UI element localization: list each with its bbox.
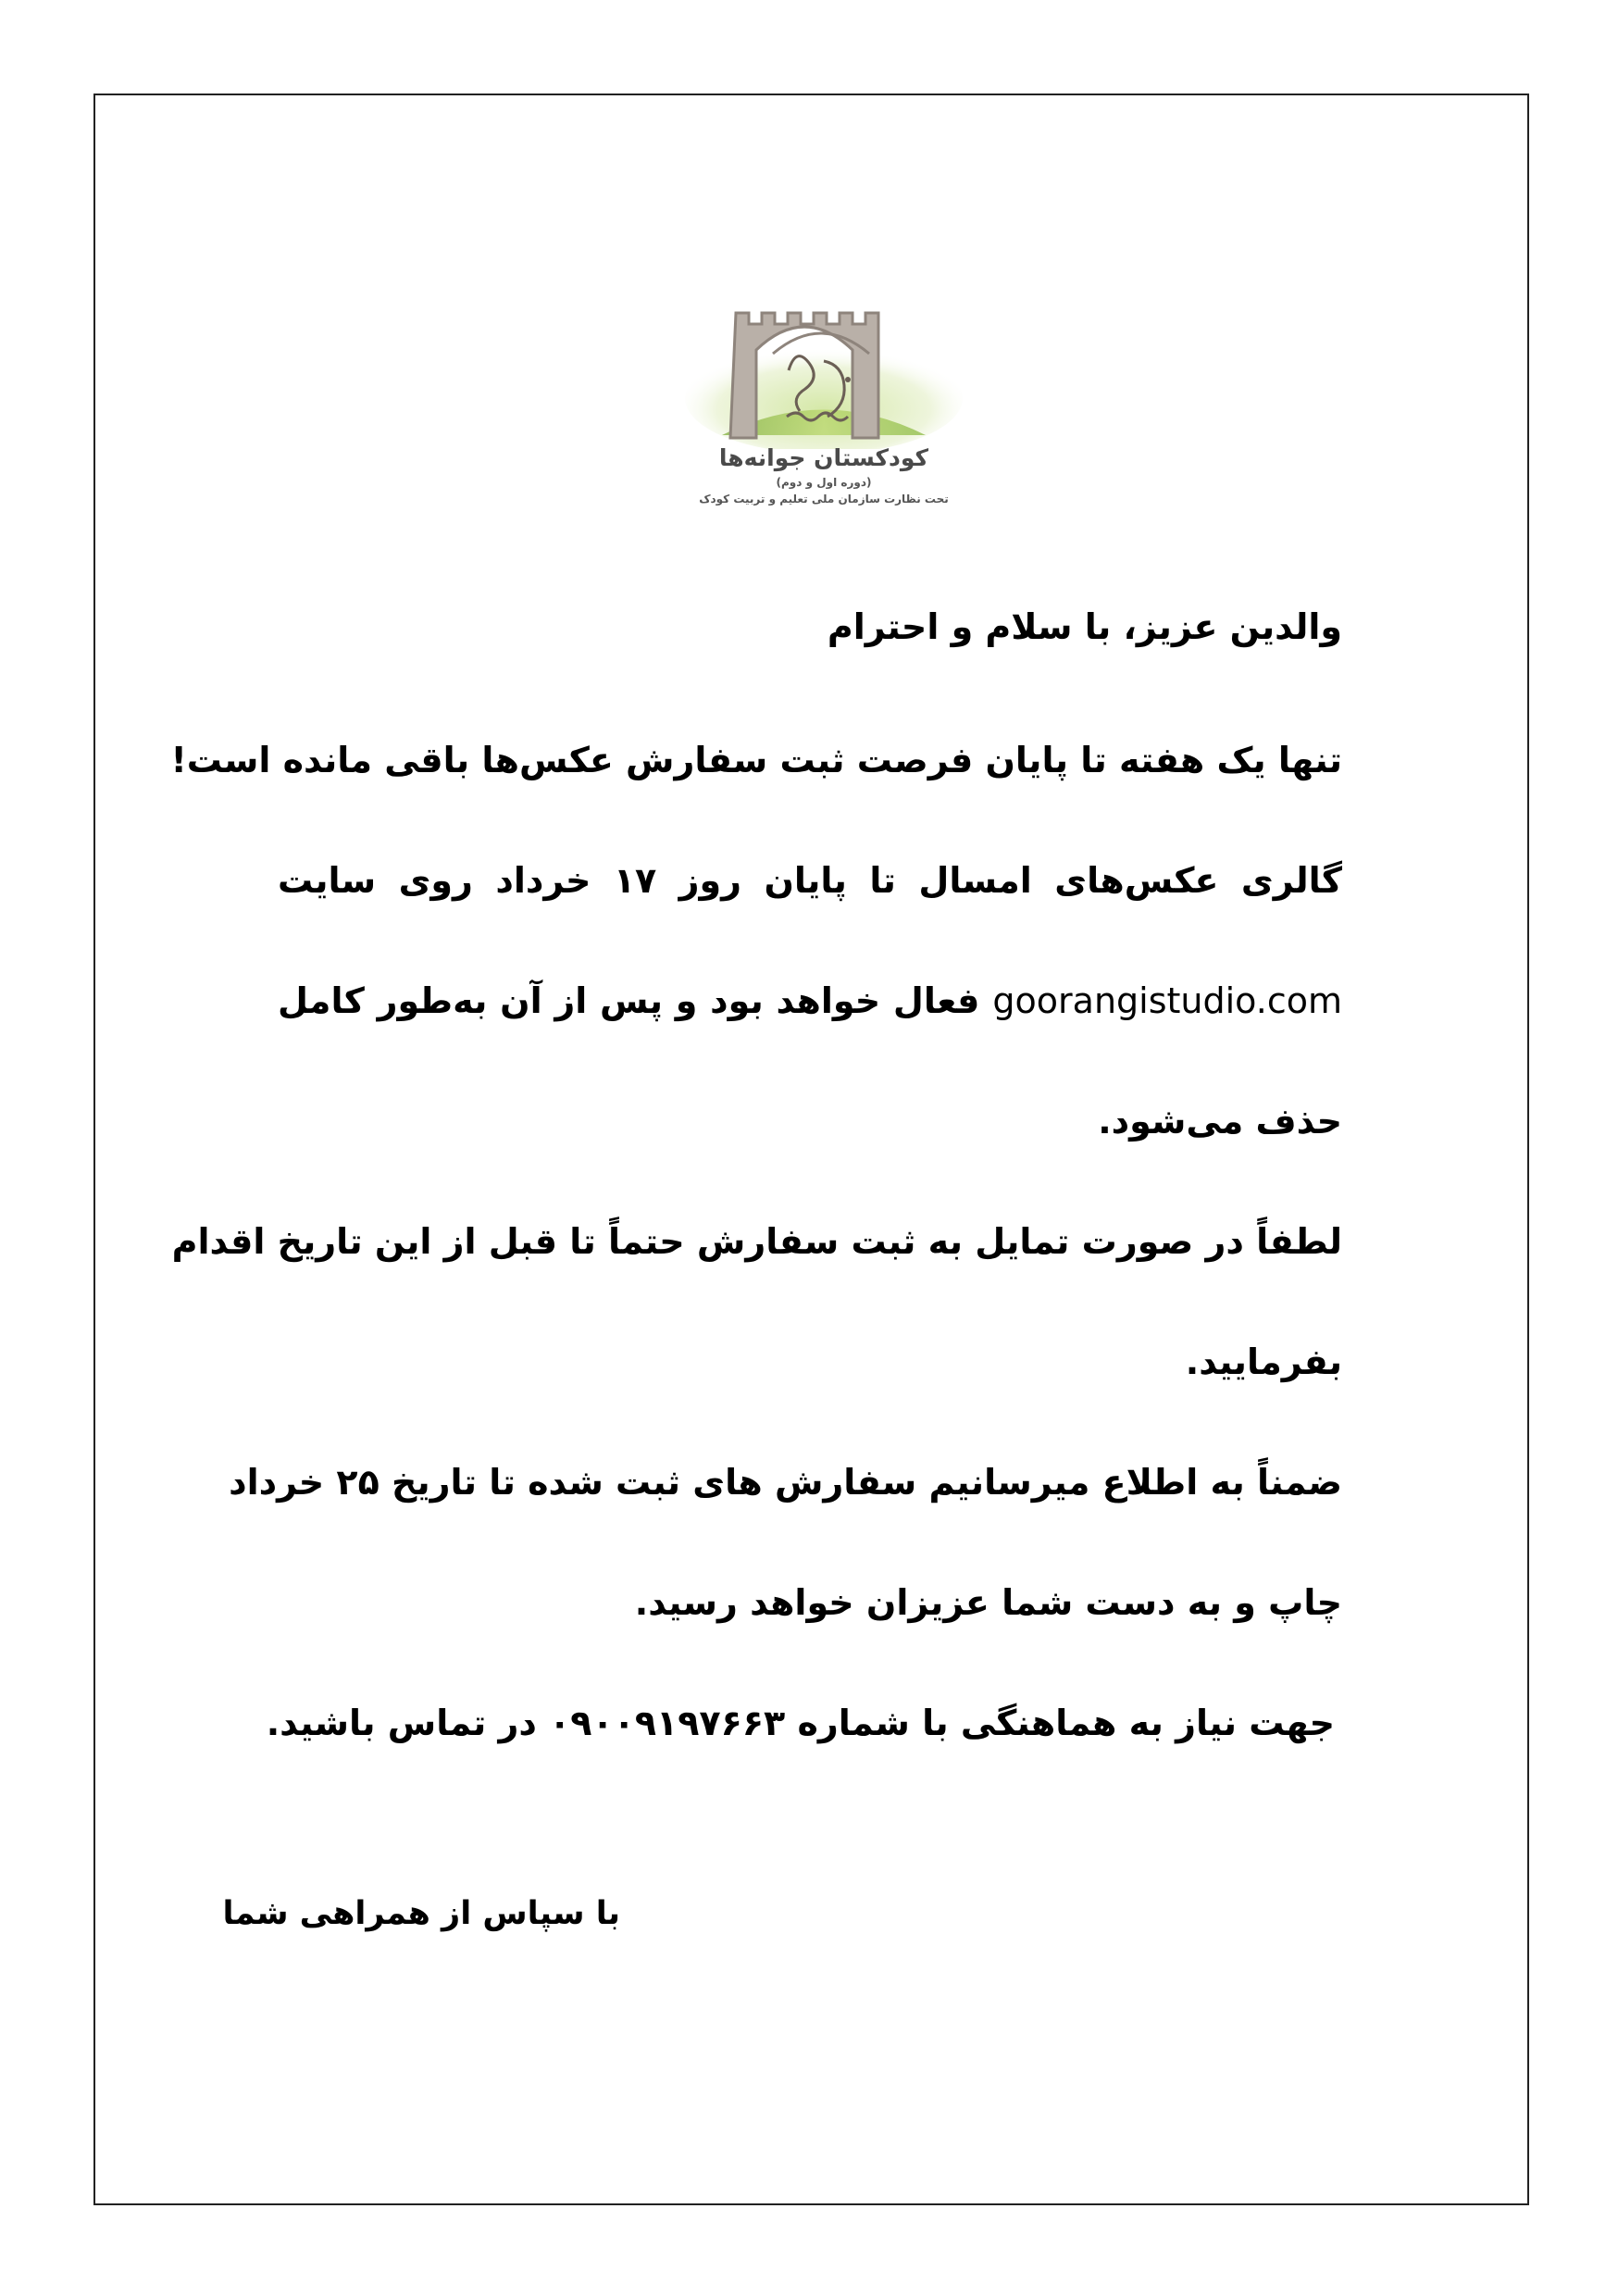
kindergarten-logo (685, 296, 963, 518)
paragraph-line-2: گالری عکس‌های امسال تا پایان روز ۱۷ خرداد روی سایت (278, 860, 1342, 901)
closing-line: با سپاس از همراهی شما (222, 1895, 620, 1932)
logo-supervision: تحت نظارت سازمان ملی تعلیم و تربیت کودک (699, 493, 949, 505)
paragraph-line-4: حذف می‌شود. (1098, 1101, 1342, 1142)
greeting: والدین عزیز، با سلام و احترام (827, 606, 1342, 647)
paragraph-line-7: ضمناً به اطلاع میرسانیم سفارش های ثبت شده تا تاریخ ۲۵ خرداد (229, 1462, 1342, 1503)
paragraph-line-5: لطفاً در صورت تمایل به ثبت سفارش حتماً تا قبل از این تاریخ اقدام (171, 1221, 1342, 1262)
paragraph-line-1: تنها یک هفته تا پایان فرصت ثبت سفارش عکس‌ها باقی مانده است! (170, 740, 1342, 780)
paragraph-line-3-text: فعال خواهد بود و پس از آن به‌طور کامل (278, 980, 980, 1021)
contact-line: جهت نیاز به هماهنگی با شماره ۰۹۰۰۹۱۹۷۶۶۳ در تماس باشید. (266, 1703, 1335, 1743)
paragraph-line-3 (278, 980, 1342, 1021)
paragraph-line-8: چاپ و به دست شما عزیزان خواهد رسید. (634, 1582, 1342, 1623)
logo-title: کودکستان جوانه‌ها (718, 444, 929, 471)
castle-emblem-icon (685, 296, 963, 449)
logo-subtitle: (دوره اول و دوم) (776, 476, 872, 489)
website-link[interactable]: goorangistudio.com (992, 980, 1342, 1021)
paragraph-line-6: بفرمایید. (1185, 1341, 1342, 1382)
